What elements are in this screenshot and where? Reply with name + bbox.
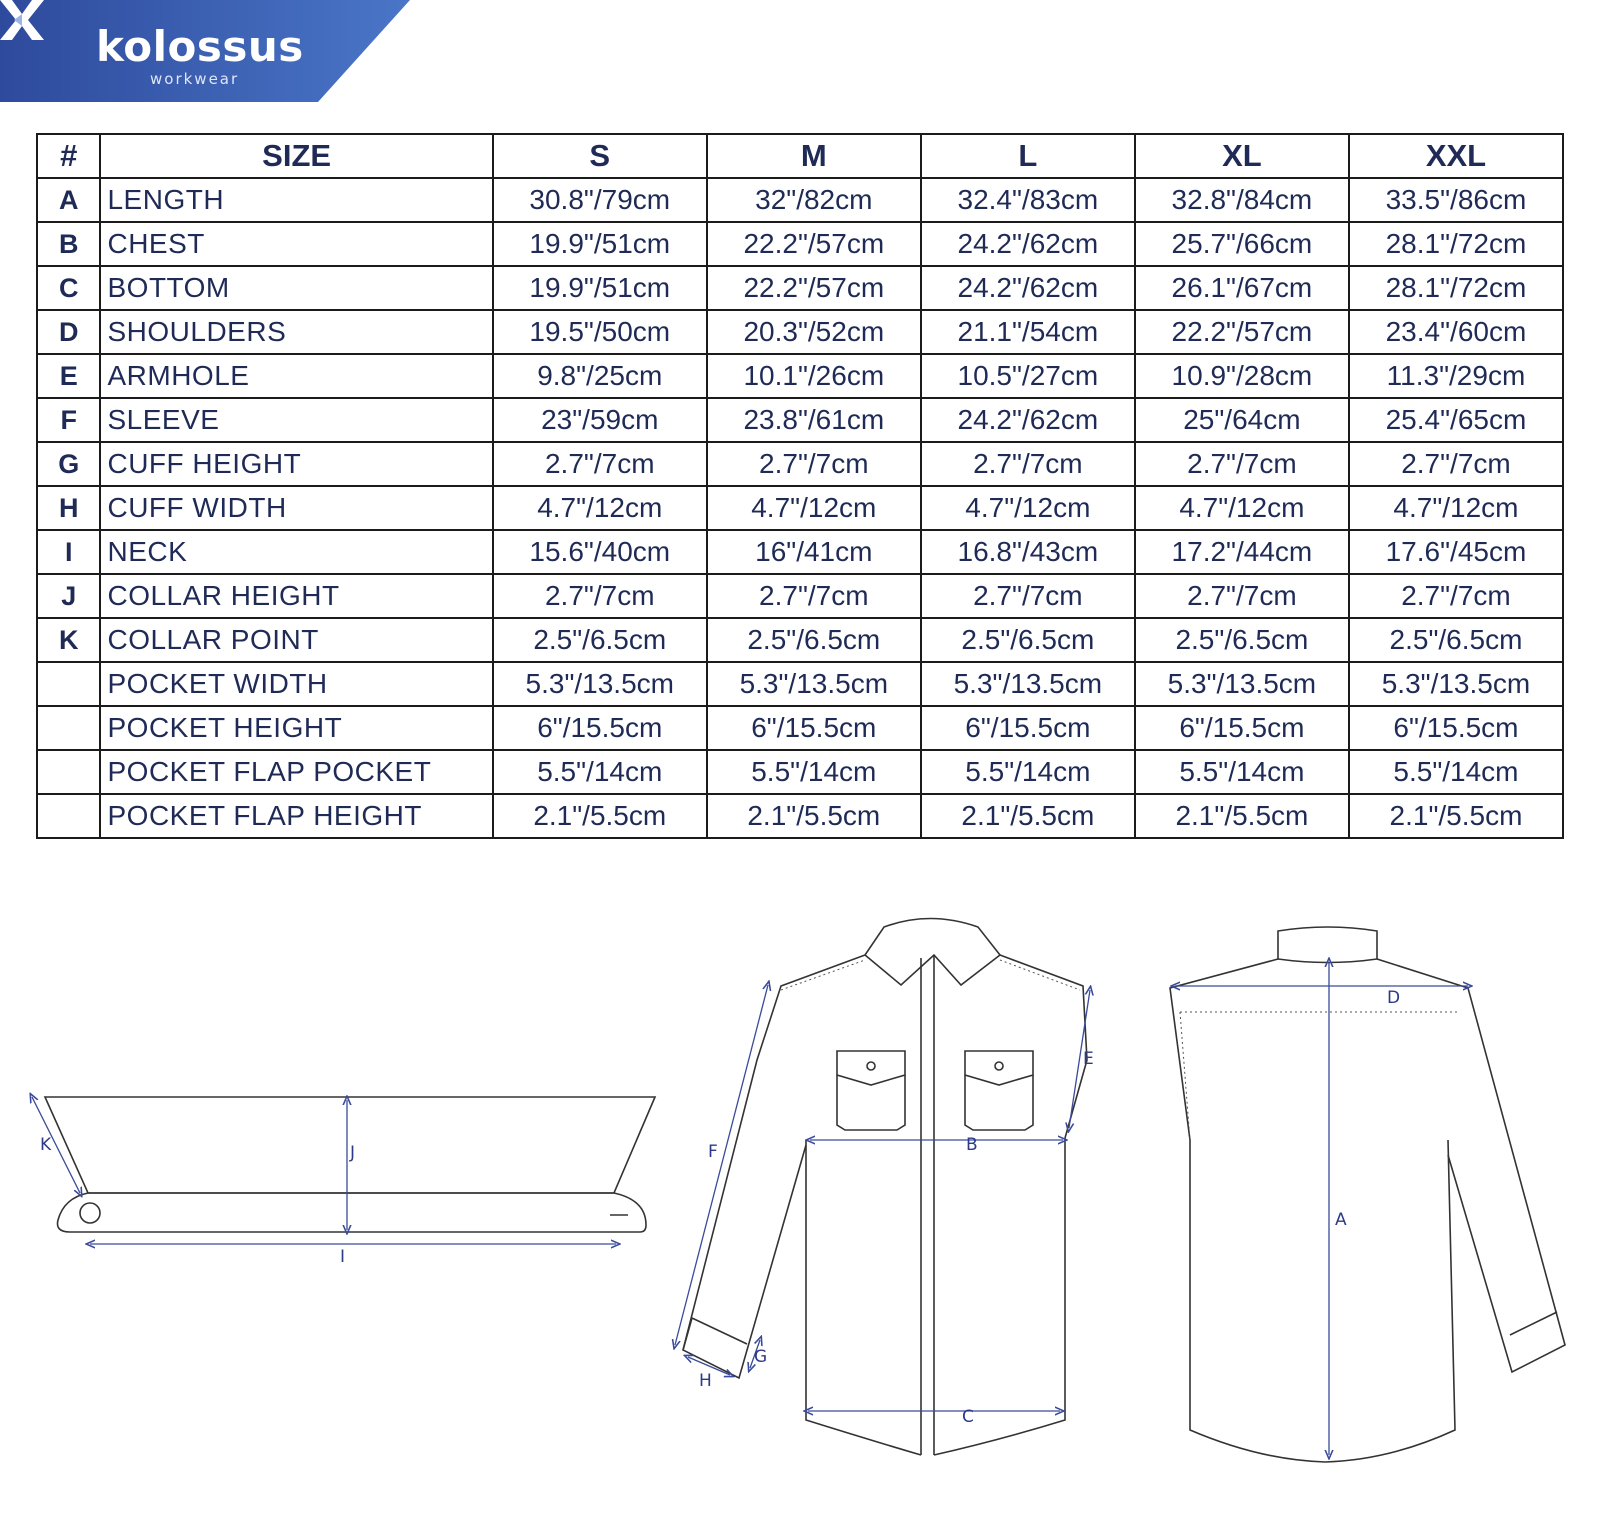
back-label-a: A <box>1335 1210 1347 1230</box>
row-code <box>37 750 100 794</box>
measurement-cell: 15.6"/40cm <box>493 530 707 574</box>
table-row <box>37 310 1563 354</box>
table-row <box>37 222 1563 266</box>
measurement-cell: 32.4"/83cm <box>921 178 1135 222</box>
measurement-cell: 4.7"/12cm <box>493 486 707 530</box>
measurement-cell: 5.5"/14cm <box>921 750 1135 794</box>
row-label: LENGTH <box>100 178 492 222</box>
measurement-cell: 32.8"/84cm <box>1135 178 1349 222</box>
table-row <box>37 662 1563 706</box>
brand-name: kolossus <box>96 22 304 71</box>
measurement-cell: 25.4"/65cm <box>1349 398 1563 442</box>
measurement-cell: 25"/64cm <box>1135 398 1349 442</box>
measurement-cell: 2.7"/7cm <box>1135 574 1349 618</box>
row-label: CUFF WIDTH <box>100 486 492 530</box>
row-code <box>37 662 100 706</box>
row-code: G <box>37 442 100 486</box>
brand-tagline: workwear <box>150 70 240 88</box>
measurement-cell: 6"/15.5cm <box>1135 706 1349 750</box>
measurement-cell: 20.3"/52cm <box>707 310 921 354</box>
measurement-cell: 19.9"/51cm <box>493 222 707 266</box>
table-row <box>37 486 1563 530</box>
measurement-cell: 5.5"/14cm <box>1135 750 1349 794</box>
measurement-cell: 2.7"/7cm <box>1349 574 1563 618</box>
measurement-cell: 4.7"/12cm <box>707 486 921 530</box>
measurement-cell: 2.5"/6.5cm <box>921 618 1135 662</box>
measurement-cell: 2.1"/5.5cm <box>1135 794 1349 838</box>
measurement-cell: 5.5"/14cm <box>493 750 707 794</box>
table-row <box>37 618 1563 662</box>
table-header-row <box>37 134 1563 178</box>
row-code: I <box>37 530 100 574</box>
measurement-cell: 33.5"/86cm <box>1349 178 1563 222</box>
header-size-l: L <box>921 134 1135 178</box>
measurement-cell: 17.2"/44cm <box>1135 530 1349 574</box>
front-label-e: E <box>1083 1049 1094 1069</box>
measurement-cell: 2.1"/5.5cm <box>1349 794 1563 838</box>
measurement-cell: 26.1"/67cm <box>1135 266 1349 310</box>
row-code: E <box>37 354 100 398</box>
measurement-cell: 2.7"/7cm <box>1135 442 1349 486</box>
measurement-cell: 6"/15.5cm <box>493 706 707 750</box>
measurement-cell: 2.5"/6.5cm <box>1135 618 1349 662</box>
measurement-cell: 23.8"/61cm <box>707 398 921 442</box>
measurement-cell: 4.7"/12cm <box>1135 486 1349 530</box>
kolossus-logo-icon <box>0 0 44 40</box>
measurement-cell: 25.7"/66cm <box>1135 222 1349 266</box>
measurement-cell: 2.7"/7cm <box>1349 442 1563 486</box>
measurement-cell: 2.7"/7cm <box>707 574 921 618</box>
table-row <box>37 398 1563 442</box>
front-label-c: C <box>962 1407 974 1427</box>
brand-banner <box>0 0 410 102</box>
collar-measure-lines <box>32 1097 616 1244</box>
back-label-d: D <box>1387 988 1401 1008</box>
measurement-cell: 28.1"/72cm <box>1349 222 1563 266</box>
measurement-cell: 11.3"/29cm <box>1349 354 1563 398</box>
measurement-cell: 4.7"/12cm <box>921 486 1135 530</box>
measurement-cell: 19.5"/50cm <box>493 310 707 354</box>
measurement-cell: 6"/15.5cm <box>921 706 1135 750</box>
front-label-g: G <box>754 1347 768 1367</box>
row-code <box>37 794 100 838</box>
row-label: SHOULDERS <box>100 310 492 354</box>
measurement-cell: 22.2"/57cm <box>1135 310 1349 354</box>
measurement-cell: 24.2"/62cm <box>921 222 1135 266</box>
row-code: D <box>37 310 100 354</box>
header-size-s: S <box>493 134 707 178</box>
measurement-cell: 2.7"/7cm <box>921 574 1135 618</box>
measurement-cell: 28.1"/72cm <box>1349 266 1563 310</box>
row-label: POCKET HEIGHT <box>100 706 492 750</box>
table-row <box>37 442 1563 486</box>
back-measure-lines <box>1175 962 1468 1455</box>
table-row <box>37 574 1563 618</box>
row-code: A <box>37 178 100 222</box>
header-code: # <box>37 134 100 178</box>
measurement-cell: 6"/15.5cm <box>1349 706 1563 750</box>
measurement-cell: 21.1"/54cm <box>921 310 1135 354</box>
front-label-h: H <box>699 1371 712 1391</box>
measurement-cell: 2.5"/6.5cm <box>1349 618 1563 662</box>
measurement-cell: 24.2"/62cm <box>921 398 1135 442</box>
measurement-cell: 6"/15.5cm <box>707 706 921 750</box>
table-row <box>37 530 1563 574</box>
row-label: CHEST <box>100 222 492 266</box>
measurement-cell: 5.3"/13.5cm <box>921 662 1135 706</box>
measurement-cell: 2.7"/7cm <box>493 442 707 486</box>
measurement-cell: 5.3"/13.5cm <box>1349 662 1563 706</box>
measurement-cell: 9.8"/25cm <box>493 354 707 398</box>
measurement-cell: 5.5"/14cm <box>707 750 921 794</box>
back-seam-lines <box>1180 1012 1460 1140</box>
front-shirt-drawing <box>683 919 1087 1456</box>
row-label: COLLAR POINT <box>100 618 492 662</box>
measurement-cell: 5.5"/14cm <box>1349 750 1563 794</box>
measurement-cell: 5.3"/13.5cm <box>493 662 707 706</box>
header-size-m: M <box>707 134 921 178</box>
front-label-b: B <box>966 1135 978 1155</box>
measurement-cell: 5.3"/13.5cm <box>707 662 921 706</box>
back-shirt-drawing <box>1170 927 1565 1462</box>
garment-drawings <box>0 880 1600 1530</box>
row-label: POCKET FLAP POCKET <box>100 750 492 794</box>
collar-label-k: K <box>40 1135 52 1155</box>
row-code: B <box>37 222 100 266</box>
measurement-cell: 30.8"/79cm <box>493 178 707 222</box>
measurement-cell: 5.3"/13.5cm <box>1135 662 1349 706</box>
row-code: C <box>37 266 100 310</box>
table-row <box>37 354 1563 398</box>
row-label: ARMHOLE <box>100 354 492 398</box>
row-code: K <box>37 618 100 662</box>
front-seam-lines <box>781 960 1080 990</box>
measurement-cell: 2.1"/5.5cm <box>493 794 707 838</box>
measurement-cell: 2.7"/7cm <box>921 442 1135 486</box>
measurement-cell: 4.7"/12cm <box>1349 486 1563 530</box>
table-body <box>37 178 1563 838</box>
measurement-cell: 22.2"/57cm <box>707 266 921 310</box>
row-label: CUFF HEIGHT <box>100 442 492 486</box>
header-size-xl: XL <box>1135 134 1349 178</box>
row-code: J <box>37 574 100 618</box>
measurement-cell: 24.2"/62cm <box>921 266 1135 310</box>
table-row <box>37 178 1563 222</box>
measurement-cell: 17.6"/45cm <box>1349 530 1563 574</box>
table-row <box>37 266 1563 310</box>
row-code <box>37 706 100 750</box>
measurement-cell: 32"/82cm <box>707 178 921 222</box>
measurement-cell: 23"/59cm <box>493 398 707 442</box>
collar-label-i: I <box>340 1247 346 1267</box>
row-label: SLEEVE <box>100 398 492 442</box>
size-chart-table <box>36 133 1564 839</box>
measurement-cell: 2.1"/5.5cm <box>921 794 1135 838</box>
row-label: BOTTOM <box>100 266 492 310</box>
table-row <box>37 750 1563 794</box>
front-measure-lines <box>675 985 1090 1411</box>
header-size: SIZE <box>100 134 492 178</box>
collar-label-j: J <box>350 1143 356 1163</box>
table-row <box>37 794 1563 838</box>
measurement-cell: 10.1"/26cm <box>707 354 921 398</box>
measurement-cell: 10.5"/27cm <box>921 354 1135 398</box>
measurement-cell: 23.4"/60cm <box>1349 310 1563 354</box>
row-code: F <box>37 398 100 442</box>
measurement-cell: 2.5"/6.5cm <box>493 618 707 662</box>
row-label: NECK <box>100 530 492 574</box>
row-label: POCKET FLAP HEIGHT <box>100 794 492 838</box>
header-size-xxl: XXL <box>1349 134 1563 178</box>
measurement-cell: 22.2"/57cm <box>707 222 921 266</box>
measurement-cell: 16.8"/43cm <box>921 530 1135 574</box>
measurement-cell: 2.7"/7cm <box>493 574 707 618</box>
front-label-f: F <box>708 1142 718 1162</box>
row-label: POCKET WIDTH <box>100 662 492 706</box>
measurement-cell: 16"/41cm <box>707 530 921 574</box>
measurement-cell: 2.1"/5.5cm <box>707 794 921 838</box>
row-label: COLLAR HEIGHT <box>100 574 492 618</box>
measurement-cell: 2.7"/7cm <box>707 442 921 486</box>
table-row <box>37 706 1563 750</box>
measurement-cell: 10.9"/28cm <box>1135 354 1349 398</box>
row-code: H <box>37 486 100 530</box>
measurement-diagrams <box>0 880 1600 1530</box>
collar-drawing <box>45 1097 655 1232</box>
measurement-cell: 2.5"/6.5cm <box>707 618 921 662</box>
measurement-cell: 19.9"/51cm <box>493 266 707 310</box>
